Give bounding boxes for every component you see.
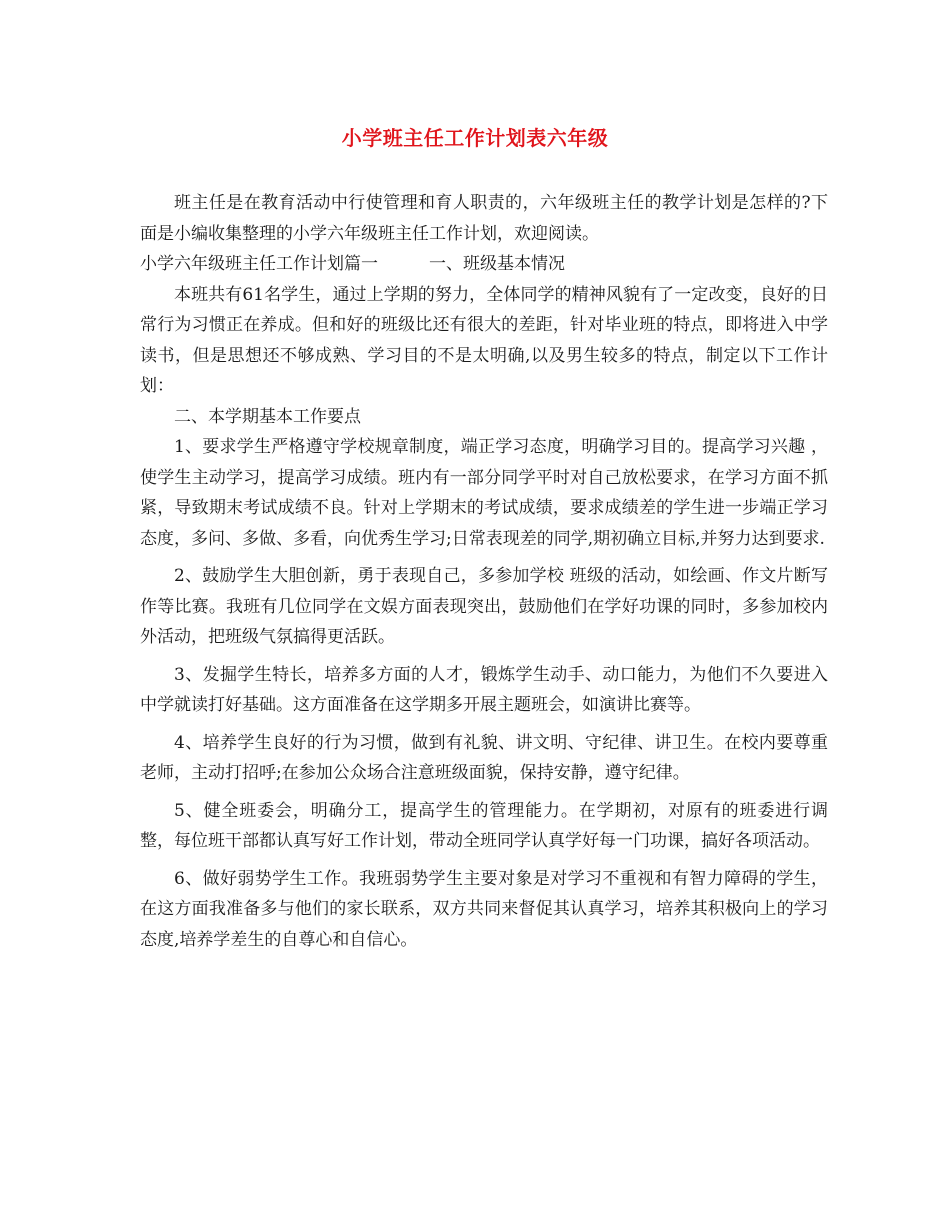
section-heading-two: 二、本学期基本工作要点 — [174, 406, 361, 427]
intro-paragraph: 班主任是在教育活动中行使管理和育人职责的，六年级班主任的教学计划是怎样的?下面是小编收集整理的小学六年级班主任工作计划，欢迎阅读。 — [140, 193, 828, 244]
point-5-paragraph: 5、健全班委会，明确分工，提高学生的管理能力。在学期初，对原有的班委进行调整，每位班干部都认真写好工作计划，带动全班同学认真学好每一门功课，搞好各项活动。 — [140, 800, 828, 851]
point-2-paragraph: 2、鼓励学生大胆创新，勇于表现自己，多参加学校 班级的活动，如绘画、作文片断写作等比赛。我班有几位同学在文娱方面表现突出，鼓励他们在学好功课的同时，多参加校内外活动，把班级气氛搞得更活跃。 — [140, 566, 828, 647]
document-title: 小学班主任工作计划表六年级 — [341, 126, 609, 150]
point-4-paragraph: 4、培养学生良好的行为习惯，做到有礼貌、讲文明、守纪律、讲卫生。在校内要尊重老师，主动打招呼;在参加公众场合注意班级面貌，保持安静，遵守纪律。 — [140, 732, 828, 783]
point-6-paragraph: 6、做好弱势学生工作。我班弱势学生主要对象是对学习不重视和有智力障碍的学生，在这方面我准备多与他们的家长联系，双方共同来督促其认真学习，培养其积极向上的学习态度,培养学差生的自尊心和自信心。 — [140, 868, 828, 950]
class-situation-paragraph: 本班共有61名学生，通过上学期的努力，全体同学的精神风貌有了一定改变，良好的日常行为习惯正在养成。但和好的班级比还有很大的差距，针对毕业班的特点，即将进入中学读书，但是思想还不够成熟、学习目的不是太明确,以及男生较多的特点，制定以下工作计划： — [140, 284, 828, 396]
document-body — [140, 188, 828, 955]
section-heading-line: 小学六年级班主任工作计划篇一 一、班级基本情况 — [140, 254, 565, 274]
point-3-paragraph: 3、发掘学生特长，培养多方面的人才，锻炼学生动手、动口能力，为他们不久要进入中学就读打好基础。这方面准备在这学期多开展主题班会，如演讲比赛等。 — [140, 664, 828, 715]
point-1-paragraph: 1、要求学生严格遵守学校规章制度，端正学习态度，明确学习目的。提高学习兴趣 ，使学生主动学习，提高学习成绩。班内有一部分同学平时对自己放松要求，在学习方面不抓紧，导致期末考试成绩不良。针对上学期末的考试成绩，要求成绩差的学生进一步端正学习态度，多问、多做、多看，向优秀生学习;日常表现差的同学,期初确立目标,并努力达到要求. — [140, 437, 828, 549]
